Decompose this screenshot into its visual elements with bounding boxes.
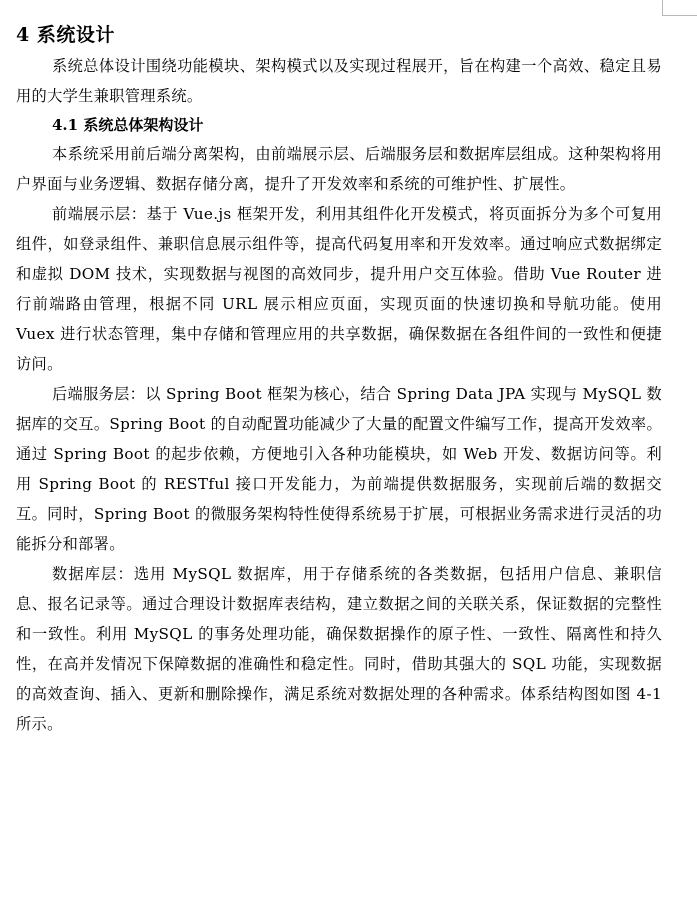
paragraph-frontend: 前端展示层：基于 Vue.js 框架开发，利用其组件化开发模式，将页面拆分为多个可复用组件，如登录组件、兼职信息展示组件等，提高代码复用率和开发效率。通过响应式数据绑定和虚拟 DOM 技术，实现数据与视图的高效同步，提升用户交互体验。借助 Vue Router 进行前端路由管理，根据不同 URL 展示相应页面，实现页面的快速切换和导航功能。使用 Vuex 进行状态管理，集中存储和管理应用的共享数据，确保数据在各组件间的一致性和便捷访问。 <box>16 205 662 373</box>
paragraph-database: 数据库层：选用 MySQL 数据库，用于存储系统的各类数据，包括用户信息、兼职信息、报名记录等。通过合理设计数据库表结构，建立数据之间的关联关系，保证数据的完整性和一致性。利用 MySQL 的事务处理功能，确保数据操作的原子性、一致性、隔离性和持久性，在高并发情况下保障数据的准确性和稳定性。同时，借助其强大的 SQL 功能，实现数据的高效查询、插入、更新和删除操作，满足系统对数据处理的各种需求。体系结构图如图 4-1 所示。 <box>16 565 662 733</box>
document-body <box>16 20 662 739</box>
paragraph-backend: 后端服务层：以 Spring Boot 框架为核心，结合 Spring Data JPA 实现与 MySQL 数据库的交互。Spring Boot 的自动配置功能减少了大量的配置文件编写工作，提高开发效率。通过 Spring Boot 的起步依赖，方便地引入各种功能模块，如 Web 开发、数据访问等。利用 Spring Boot 的 RESTful 接口开发能力，为前端提供数据服务，实现前后端的数据交互。同时，Spring Boot 的微服务架构特性使得系统易于扩展，可根据业务需求进行灵活的功能拆分和部署。 <box>16 385 662 553</box>
page-corner-mark-horizontal <box>662 15 697 16</box>
intro-paragraph: 系统总体设计围绕功能模块、架构模式以及实现过程展开，旨在构建一个高效、稳定且易用的大学生兼职管理系统。 <box>16 57 662 105</box>
section-heading: 4 系统设计 <box>16 24 115 46</box>
subsection-heading: 4.1 系统总体架构设计 <box>52 116 204 134</box>
paragraph-architecture: 本系统采用前后端分离架构，由前端展示层、后端服务层和数据库层组成。这种架构将用户界面与业务逻辑、数据存储分离，提升了开发效率和系统的可维护性、扩展性。 <box>16 145 662 193</box>
page-corner-mark <box>662 0 663 16</box>
